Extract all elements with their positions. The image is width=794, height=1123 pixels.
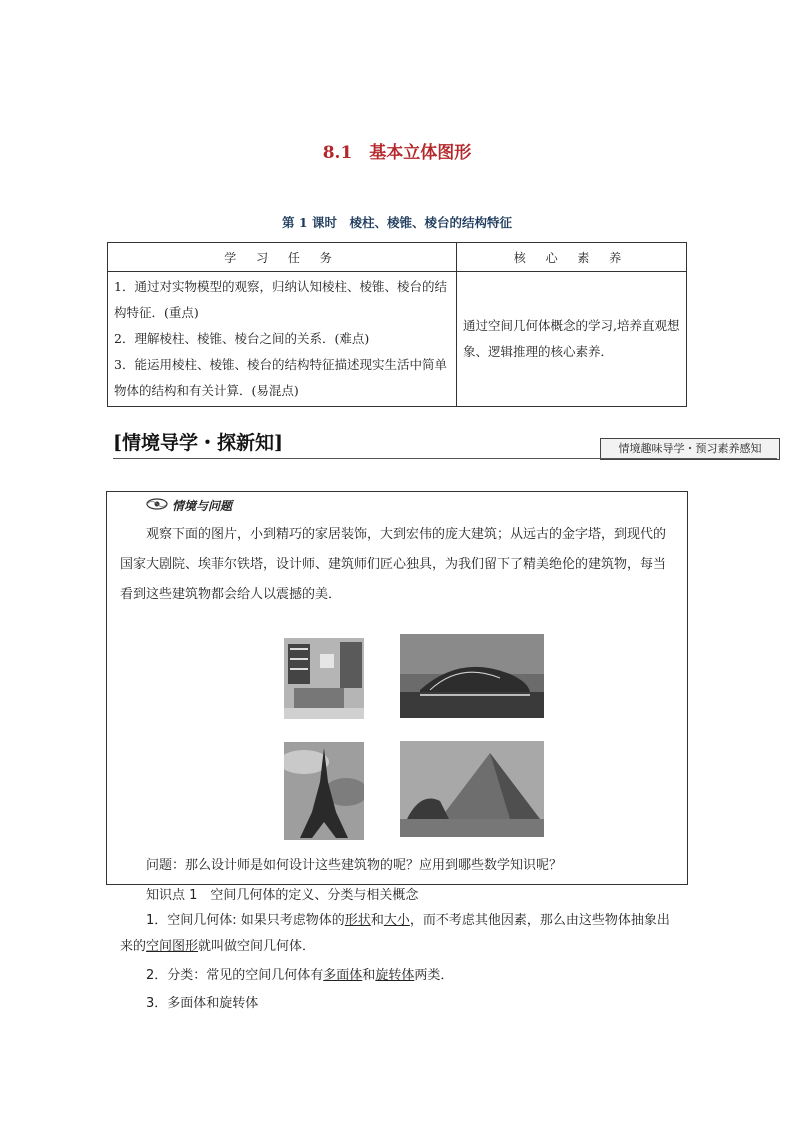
item1-prefix: 1．空间几何体: 如果只考虑物体的 xyxy=(146,913,345,928)
eye-swirl-icon xyxy=(146,498,168,513)
scenario-label: 情境与问题 xyxy=(172,499,233,513)
item2-mid: 和 xyxy=(362,968,376,983)
item1-underline-figure: 空间图形 xyxy=(146,939,199,954)
pyramid-photo xyxy=(400,741,544,837)
item1-mid2: ，而不考虑其他因素，那么由这些物体抽象出来的 xyxy=(120,913,670,954)
knowledge-item-3: 3．多面体和旋转体 xyxy=(146,996,259,1011)
scenario-label-row xyxy=(146,497,232,514)
knowledge-item-1 xyxy=(120,908,680,960)
section-heading: [情境导学・探新知] xyxy=(113,432,283,454)
section-tag: 情境趣味导学・预习素养感知 xyxy=(600,438,780,460)
item1-underline-size: 大小 xyxy=(383,913,410,928)
scenario-paragraph: 观察下面的图片，小到精巧的家居装饰，大到宏伟的庞大建筑；从远古的金字塔，到现代的国家大剧院、埃菲尔铁塔，设计师、建筑师们匠心独具，为我们留下了精美绝伦的建筑物，每当看到这些建筑物都会给人以震撼的美． xyxy=(120,527,667,602)
goals-table xyxy=(107,242,687,407)
page-title: 8.1 基本立体图形 xyxy=(322,143,472,163)
interior-photo xyxy=(284,638,364,719)
eiffel-tower-photo xyxy=(284,742,364,840)
task-item: 1．通过对实物模型的观察，归纳认知棱柱、棱锥、棱台的结构特征．(重点) xyxy=(114,279,447,320)
literacy-cell: 通过空间几何体概念的学习,培养直观想象、逻辑推理的核心素养． xyxy=(457,272,687,407)
item2-prefix: 2．分类：常见的空间几何体有 xyxy=(146,968,324,983)
tasks-cell xyxy=(108,272,457,407)
item2-underline-revolution: 旋转体 xyxy=(375,968,415,983)
task-item: 3．能运用棱柱、棱锥、棱台的结构特征描述现实生活中简单物体的结构和有关计算．(易混点) xyxy=(114,357,447,398)
item1-suffix: 就叫做空间几何体． xyxy=(198,939,316,954)
item1-mid: 和 xyxy=(370,913,384,928)
knowledge-item-2 xyxy=(146,964,453,983)
item2-suffix: 两类． xyxy=(414,968,454,983)
lesson-subtitle: 第 1 课时 棱柱、棱锥、棱台的结构特征 xyxy=(282,215,512,230)
header-tasks: 学 习 任 务 xyxy=(108,243,457,272)
opera-house-photo xyxy=(400,634,544,718)
task-item: 2．理解棱柱、棱锥、棱台之间的关系．(难点) xyxy=(114,331,370,346)
item2-underline-polyhedron: 多面体 xyxy=(323,968,363,983)
scenario-question: 问题：那么设计师是如何设计这些建筑物的呢？应用到哪些数学知识呢？ xyxy=(146,858,563,873)
item1-underline-shape: 形状 xyxy=(344,913,371,928)
section-divider xyxy=(113,458,777,459)
header-literacy: 核 心 素 养 xyxy=(457,243,687,272)
knowledge-heading: 知识点 1 空间几何体的定义、分类与相关概念 xyxy=(146,888,419,903)
